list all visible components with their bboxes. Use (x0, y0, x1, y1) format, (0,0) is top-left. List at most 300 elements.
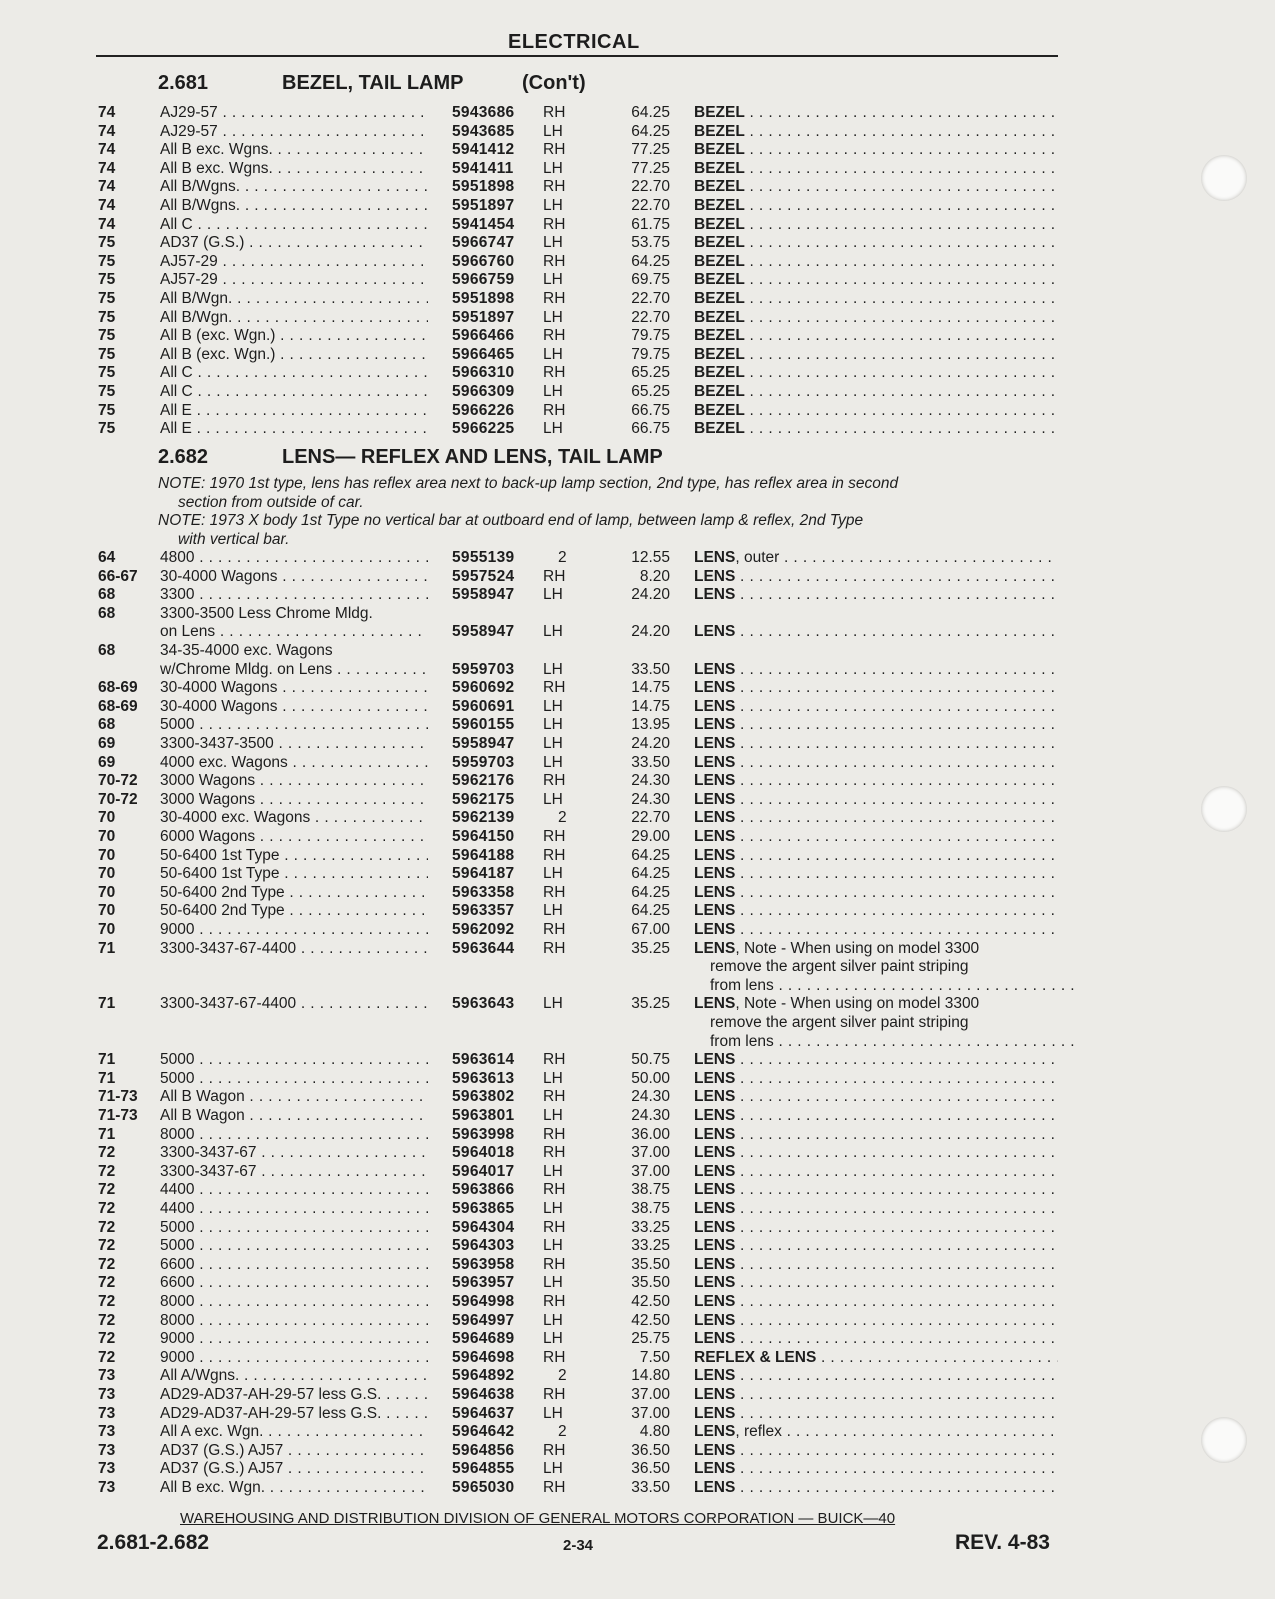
part-number: 5964997 (452, 1311, 515, 1329)
table-row (0, 1219, 1275, 1238)
part-number: 5963614 (452, 1051, 515, 1069)
part-number: 5963802 (452, 1088, 515, 1106)
part-description (694, 772, 1058, 791)
side-qty: LH (543, 995, 563, 1013)
part-number: 5962175 (452, 790, 515, 808)
model-year: 75 (98, 327, 116, 345)
side-qty: RH (543, 290, 566, 307)
part-number: 5966747 (452, 234, 515, 252)
table-row (0, 1088, 1275, 1107)
part-description (694, 754, 1058, 773)
footer-revision: REV. 4-83 (955, 1531, 1050, 1554)
part-name: LENS (694, 809, 736, 827)
side-qty: LH (543, 1404, 563, 1422)
side-qty: 2 (558, 1367, 567, 1385)
model-desc: 9000 . . . (160, 1330, 428, 1349)
price: 50.75 (631, 1051, 670, 1069)
model-desc: 6600 . . . (160, 1256, 428, 1275)
price: 35.50 (631, 1255, 670, 1273)
price: 8.20 (639, 567, 670, 585)
side-qty: RH (543, 1441, 566, 1459)
side-qty: RH (543, 141, 566, 159)
price: 64.25 (631, 883, 670, 901)
part-name: LENS (694, 846, 736, 864)
model-year: 68 (98, 604, 116, 622)
side-qty: RH (543, 1051, 566, 1069)
model-year: 70-72 (98, 790, 138, 808)
footer-section-range: 2.681-2.682 (97, 1531, 210, 1554)
part-name: LENS (694, 735, 736, 752)
price: 65.25 (631, 383, 670, 400)
side-qty: RH (543, 1386, 566, 1403)
part-name: REFLEX & LENS (694, 1348, 817, 1366)
side-qty: LH (543, 1237, 563, 1255)
part-name: LENS (694, 921, 736, 938)
price: 37.00 (631, 1386, 670, 1403)
part-description (694, 661, 1058, 680)
model-desc: All B (exc. Wgn.) . . . (160, 327, 428, 346)
part-name: LENS (694, 1218, 736, 1236)
price: 24.30 (631, 790, 670, 808)
table-row (0, 1014, 1275, 1033)
price: 79.75 (631, 345, 670, 363)
part-number: 5955139 (452, 549, 515, 566)
model-desc: 3000 Wagons . . . (160, 791, 428, 810)
model-desc: All B exc. Wgns. . . . (160, 141, 428, 160)
part-number: 5963998 (452, 1125, 515, 1143)
model-year: 70-72 (98, 772, 138, 790)
part-name: LENS (694, 995, 736, 1013)
part-name: BEZEL (694, 420, 745, 438)
side-qty: RH (543, 364, 566, 382)
part-number: 5964698 (452, 1348, 515, 1366)
table-row (0, 420, 1275, 439)
part-number: 5941411 (452, 159, 514, 177)
part-number: 5962176 (452, 772, 515, 790)
model-desc: 5000 . . . (160, 1237, 428, 1256)
model-year: 75 (98, 234, 116, 252)
table-row (0, 568, 1275, 587)
model-year: 69 (98, 735, 116, 752)
part-note: , reflex (735, 1423, 782, 1441)
part-description (694, 383, 1058, 402)
part-name: BEZEL (694, 364, 745, 382)
model-year: 75 (98, 290, 116, 307)
part-name: LENS (694, 660, 736, 678)
side-qty: RH (543, 1348, 566, 1366)
part-name: LENS (694, 1107, 736, 1124)
price: 33.50 (631, 660, 670, 678)
model-desc: All C . . . (160, 364, 428, 383)
table-row (0, 828, 1275, 847)
price: 36.00 (631, 1125, 670, 1143)
table-row (0, 1051, 1275, 1070)
side-qty: LH (543, 1460, 563, 1478)
price: 53.75 (631, 234, 670, 252)
model-year: 74 (98, 159, 116, 177)
model-year: 72 (98, 1162, 116, 1180)
part-name: LENS (694, 1274, 736, 1292)
part-description (694, 402, 1058, 421)
part-description (694, 623, 1058, 642)
side-qty: RH (543, 828, 566, 845)
part-number: 5964689 (452, 1330, 515, 1348)
part-description (694, 1386, 1058, 1405)
table-row (0, 977, 1275, 996)
table-row (0, 383, 1275, 402)
part-number: 5951898 (452, 290, 515, 307)
price: 64.25 (631, 252, 670, 270)
model-desc: 30-4000 Wagons . . . (160, 568, 428, 587)
part-description (710, 1033, 1074, 1052)
part-name: BEZEL (694, 215, 745, 233)
part-description (694, 1349, 1058, 1368)
model-desc: 3300-3437-67-4400 . . . (160, 995, 428, 1014)
model-year: 74 (98, 178, 116, 196)
model-year: 73 (98, 1479, 116, 1496)
table-row (0, 178, 1275, 197)
model-desc: 30-4000 Wagons . . . (160, 698, 428, 717)
table-row (0, 141, 1275, 160)
part-number: 5964855 (452, 1460, 515, 1478)
part-number: 5963865 (452, 1200, 515, 1217)
part-description (694, 1144, 1058, 1163)
side-qty: RH (543, 1218, 566, 1236)
price: 24.30 (631, 1107, 670, 1124)
table-row (0, 290, 1275, 309)
model-desc: All A/Wgns. . . . (160, 1367, 428, 1386)
model-year: 72 (98, 1311, 116, 1329)
model-desc: 4400 . . . (160, 1200, 428, 1219)
part-name: LENS (694, 1330, 736, 1348)
part-number: 5965030 (452, 1479, 515, 1496)
section-title: LENS— REFLEX AND LENS, TAIL LAMP (282, 446, 663, 468)
side-qty: RH (543, 1479, 566, 1496)
price: 64.25 (631, 865, 670, 883)
model-year: 72 (98, 1330, 116, 1348)
model-year: 73 (98, 1367, 116, 1385)
part-number: 5963801 (452, 1107, 515, 1124)
part-name: LENS (694, 902, 736, 920)
price: 67.00 (631, 921, 670, 938)
part-description (694, 1088, 1058, 1107)
table-row (0, 1479, 1275, 1498)
part-description (694, 197, 1058, 216)
model-desc: All B (exc. Wgn.) . . . (160, 346, 428, 365)
part-name: LENS (694, 828, 736, 845)
part-description (694, 141, 1058, 160)
model-year: 68 (98, 716, 116, 734)
table-row (0, 921, 1275, 940)
model-year: 71 (98, 1069, 116, 1087)
model-year: 71-73 (98, 1088, 138, 1106)
price: 33.50 (631, 753, 670, 771)
page-header: ELECTRICAL (508, 31, 640, 53)
part-name: LENS (694, 1069, 736, 1087)
model-desc: 3300-3437-3500 . . . (160, 735, 428, 754)
model-desc: All B/Wgns. . . . (160, 178, 428, 197)
model-desc: 5000 . . . (160, 1070, 428, 1089)
part-name: BEZEL (694, 104, 745, 121)
part-number: 5960691 (452, 697, 515, 715)
model-year: 72 (98, 1348, 116, 1366)
model-year: 74 (98, 215, 116, 233)
price: 50.00 (631, 1069, 670, 1087)
part-name: LENS (694, 1311, 736, 1329)
part-note: , Note - When using on model 3300 (735, 995, 980, 1013)
price: 22.70 (631, 809, 670, 827)
model-year: 74 (98, 141, 116, 159)
part-description (694, 1219, 1058, 1238)
table-row (0, 346, 1275, 365)
model-year: 68-69 (98, 697, 138, 715)
model-year: 74 (98, 122, 116, 140)
side-qty: RH (543, 679, 566, 697)
part-number: 5951897 (452, 308, 515, 326)
model-desc: All E . . . (160, 402, 428, 421)
model-desc: All B/Wgn. . . . (160, 309, 428, 328)
part-name: LENS (694, 1200, 736, 1217)
part-name: LENS (694, 1367, 736, 1385)
price: 24.20 (631, 623, 670, 641)
model-year: 75 (98, 345, 116, 363)
part-description (694, 216, 1058, 235)
part-description (694, 1126, 1058, 1145)
side-qty: LH (543, 697, 563, 715)
part-number: 5963958 (452, 1255, 515, 1273)
part-name: LENS (694, 1423, 736, 1441)
side-qty: RH (543, 846, 566, 864)
part-number: 5964303 (452, 1237, 515, 1255)
side-qty: RH (543, 104, 566, 121)
part-description (694, 1330, 1058, 1349)
part-description (694, 364, 1058, 383)
model-year: 71 (98, 939, 116, 957)
table-row (0, 1256, 1275, 1275)
table-row (0, 716, 1275, 735)
table-row (0, 104, 1275, 123)
part-name: BEZEL (694, 345, 745, 363)
side-qty: RH (543, 327, 566, 345)
part-description (694, 902, 1058, 921)
side-qty: LH (543, 865, 563, 883)
part-name: LENS (694, 865, 736, 883)
part-name: LENS (694, 753, 736, 771)
part-description (694, 178, 1058, 197)
part-number: 5958947 (452, 623, 515, 641)
side-qty: RH (543, 772, 566, 790)
table-row (0, 698, 1275, 717)
part-number: 5960692 (452, 679, 515, 697)
part-name: LENS (694, 1144, 736, 1162)
model-year: 72 (98, 1144, 116, 1162)
side-qty: RH (543, 921, 566, 938)
model-year: 71-73 (98, 1107, 138, 1124)
part-description (694, 1479, 1058, 1498)
part-note: , Note - When using on model 3300 (735, 939, 980, 957)
part-name: LENS (694, 586, 736, 604)
model-year: 74 (98, 197, 116, 214)
note-line: NOTE: 1973 X body 1st Type no vertical bar at outboard end of lamp, between lamp & reflex, 2nd Type (158, 512, 864, 529)
price: 33.25 (631, 1237, 670, 1255)
part-description (694, 1051, 1058, 1070)
table-row (0, 661, 1275, 680)
part-name: BEZEL (694, 290, 745, 307)
part-number: 5964018 (452, 1144, 515, 1162)
part-description (694, 271, 1058, 290)
model-year: 71 (98, 1125, 116, 1143)
table-row (0, 1386, 1275, 1405)
side-qty: RH (543, 1144, 566, 1162)
part-name: LENS (694, 1386, 736, 1403)
part-description (694, 1293, 1058, 1312)
model-desc: 3300-3437-67-4400 . . . (160, 940, 428, 959)
table-row (0, 1460, 1275, 1479)
table-row (0, 123, 1275, 142)
part-description (694, 1163, 1058, 1182)
table-row (0, 271, 1275, 290)
table-row (0, 586, 1275, 605)
price: 37.00 (631, 1144, 670, 1162)
part-name: LENS (694, 772, 736, 790)
price: 33.25 (631, 1218, 670, 1236)
part-description (694, 1070, 1058, 1089)
part-name: LENS (694, 1181, 736, 1199)
side-qty: LH (543, 308, 563, 326)
part-name: BEZEL (694, 252, 745, 270)
part-number: 5964017 (452, 1162, 515, 1180)
price: 14.75 (631, 697, 670, 715)
footer-division (180, 1510, 895, 1527)
part-number: 5943685 (452, 122, 515, 140)
model-year: 75 (98, 252, 116, 270)
part-number: 5963613 (452, 1069, 515, 1087)
price: 37.00 (631, 1162, 670, 1180)
part-description (694, 346, 1058, 365)
part-number: 5962092 (452, 921, 515, 938)
model-desc: 50-6400 2nd Type . . . (160, 902, 428, 921)
table-row (0, 1033, 1275, 1052)
model-year: 64 (98, 549, 116, 566)
part-description (694, 327, 1058, 346)
table-row (0, 1330, 1275, 1349)
part-description (694, 1442, 1058, 1461)
part-number: 5966309 (452, 383, 515, 400)
side-qty: RH (543, 252, 566, 270)
model-year: 73 (98, 1404, 116, 1422)
model-desc: 5000 . . . (160, 716, 428, 735)
side-qty: RH (543, 215, 566, 233)
model-year: 70 (98, 828, 116, 845)
model-year: 68 (98, 642, 116, 659)
price: 22.70 (631, 178, 670, 196)
side-qty: RH (543, 1088, 566, 1106)
section-number: 2.682 (158, 446, 209, 468)
part-description (694, 586, 1058, 605)
price: 38.75 (631, 1181, 670, 1199)
part-name: LENS (694, 1404, 736, 1422)
table-row (0, 364, 1275, 383)
model-year: 70 (98, 921, 116, 938)
part-number: 5958947 (452, 735, 515, 752)
part-number: 5966226 (452, 401, 515, 419)
model-desc: All B exc. Wgn. . . . (160, 1479, 428, 1498)
side-qty: LH (543, 1330, 563, 1348)
side-qty: LH (543, 234, 563, 252)
price: 22.70 (631, 290, 670, 307)
part-name: LENS (694, 549, 736, 566)
footer-page-number: 2-34 (563, 1537, 594, 1554)
part-name: BEZEL (694, 159, 745, 177)
part-number: 5964998 (452, 1293, 515, 1310)
model-desc: 3300 . . . (160, 586, 428, 605)
part-number: 5964150 (452, 828, 515, 845)
part-number: 5964304 (452, 1218, 515, 1236)
price: 24.30 (631, 1088, 670, 1106)
model-year: 66-67 (98, 567, 138, 585)
section-title: BEZEL, TAIL LAMP (282, 72, 464, 94)
model-desc: 50-6400 2nd Type . . . (160, 884, 428, 903)
part-description (694, 698, 1058, 717)
part-name: BEZEL (694, 234, 745, 252)
price: 33.50 (631, 1479, 670, 1496)
model-year: 72 (98, 1274, 116, 1292)
part-number: 5964637 (452, 1404, 515, 1422)
part-description (694, 1312, 1058, 1331)
price: 24.20 (631, 735, 670, 752)
price: 64.25 (631, 902, 670, 920)
part-description (694, 865, 1058, 884)
model-year: 75 (98, 271, 116, 289)
side-qty: 2 (558, 549, 567, 566)
table-row (0, 1181, 1275, 1200)
part-number: 5964188 (452, 846, 515, 864)
part-number: 5962139 (452, 809, 515, 827)
part-description (710, 977, 1074, 996)
note-line: with vertical bar. (178, 530, 290, 548)
price: 69.75 (631, 271, 670, 289)
table-row (0, 1163, 1275, 1182)
part-name: LENS (694, 1162, 736, 1180)
part-name: BEZEL (694, 383, 745, 400)
part-name: BEZEL (694, 122, 745, 140)
model-desc: AD29-AD37-AH-29-57 less G.S. . . . (160, 1386, 428, 1405)
table-row (0, 605, 1275, 624)
side-qty: RH (543, 1293, 566, 1310)
part-description (694, 549, 1058, 568)
price: 38.75 (631, 1200, 670, 1217)
side-qty: RH (543, 567, 566, 585)
model-desc: 9000 . . . (160, 921, 428, 940)
price: 25.75 (631, 1330, 670, 1348)
model-year: 72 (98, 1200, 116, 1217)
price: 36.50 (631, 1460, 670, 1478)
table-row (0, 1312, 1275, 1331)
side-qty: LH (543, 1107, 563, 1124)
part-name: LENS (694, 697, 736, 715)
model-year: 75 (98, 383, 116, 400)
model-desc: 3300-3437-67 . . . (160, 1163, 428, 1182)
part-number: 5941454 (452, 215, 515, 233)
price: 35.25 (631, 939, 670, 957)
table-row (0, 1237, 1275, 1256)
price: 42.50 (631, 1293, 670, 1310)
part-name: BEZEL (694, 308, 745, 326)
table-row (0, 1293, 1275, 1312)
side-qty: LH (543, 735, 563, 752)
price: 66.75 (631, 401, 670, 419)
table-row (0, 327, 1275, 346)
